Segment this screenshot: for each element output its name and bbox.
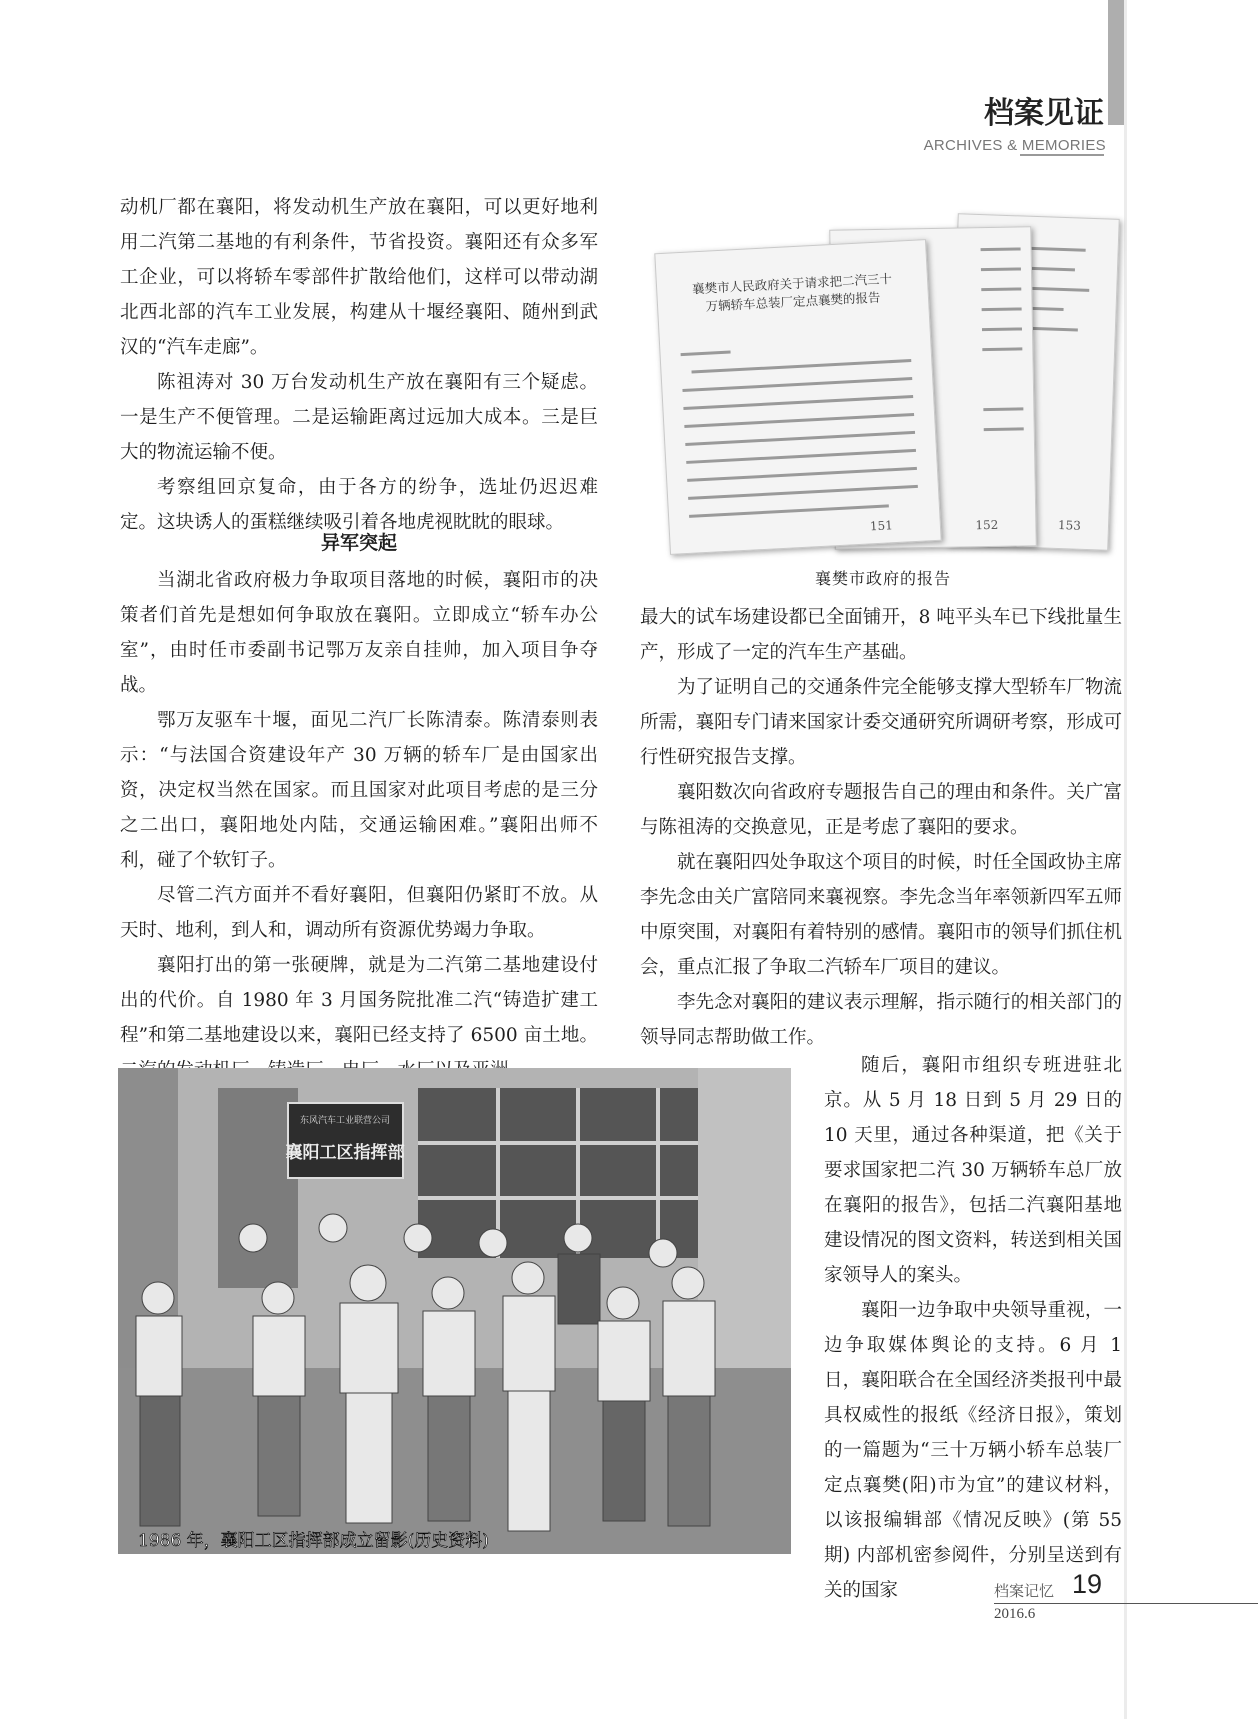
paragraph: 动机厂都在襄阳，将发动机生产放在襄阳，可以更好地利用二汽第二基地的有利条件，节省投资。襄阳还有众多军工企业，可以将轿车零部件扩散给他们，这样可以带动湖北西北部的汽车工业发展，构建从十堰经襄阳、随州到武汉的“汽车走廊”。 <box>120 197 598 358</box>
document-title: 襄樊市人民政府关于请求把二汽三十万辆轿车总装厂定点襄樊的报告 <box>691 270 893 314</box>
footer-date: 2016.6 <box>994 1606 1036 1622</box>
footer-rule <box>994 1603 1258 1604</box>
paragraph: 李先念对襄阳的建议表示理解，指示随行的相关部门的领导同志帮助做工作。 <box>640 992 1122 1048</box>
photo-caption: 1986 年，襄阳工区指挥部成立留影(历史资料) <box>138 1531 489 1551</box>
report-document-figure <box>662 216 1114 554</box>
paragraph: 尽管二汽方面并不看好襄阳，但襄阳仍紧盯不放。从天时、地利，到人和，调动所有资源优势竭力争取。 <box>120 885 598 941</box>
paragraph: 最大的试车场建设都已全面铺开，8 吨平头车已下线批量生产，形成了一定的汽车生产基础。 <box>640 607 1122 663</box>
group-photo <box>118 1068 791 1554</box>
section-rule <box>1020 154 1104 156</box>
section-subtitle: ARCHIVES & MEMORIES <box>923 137 1106 154</box>
paragraph: 就在襄阳四处争取这个项目的时候，时任全国政协主席李先念由关广富陪同来襄视察。李先念当年率领新四军五师中原突围，对襄阳有着特别的感情。襄阳市的领导们抓住机会，重点汇报了争取二汽轿车厂项目的建议。 <box>640 852 1122 978</box>
page-number: 19 <box>1072 1569 1103 1599</box>
footer-magazine-name: 档案记忆 <box>994 1582 1055 1600</box>
paragraph: 襄阳数次向省政府专题报告自己的理由和条件。关广富与陈祖涛的交换意见，正是考虑了襄阳的要求。 <box>640 782 1122 838</box>
sign-top-text: 东风汽车工业联营公司 <box>299 1116 391 1126</box>
column-right-top <box>640 600 1122 1055</box>
header-side-bar <box>1108 0 1124 125</box>
page-number: 153 <box>1057 517 1082 533</box>
figure-caption: 襄樊市政府的报告 <box>814 569 951 588</box>
page-edge-line <box>1124 0 1127 1719</box>
paragraph: 考察组回京复命，由于各方的纷争，选址仍迟迟难定。这块诱人的蛋糕继续吸引着各地虎视眈眈的眼球。 <box>120 477 598 533</box>
sign-main-text: 襄阳工区指挥部 <box>285 1143 405 1163</box>
paragraph: 为了证明自己的交通条件完全能够支撑大型轿车厂物流所需，襄阳专门请来国家计委交通研究所调研考察，形成可行性研究报告支撑。 <box>640 677 1122 768</box>
column-left-top <box>120 190 598 540</box>
paragraph: 鄂万友驱车十堰，面见二汽厂长陈清泰。陈清泰则表示：“与法国合资建设年产 30 万辆的轿车厂是由国家出资，决定权当然在国家。而且国家对此项目考虑的是三分之二出口，襄阳地处内陆，交通运输困难。”襄阳出师不利，碰了个软钉子。 <box>120 710 598 871</box>
paragraph: 陈祖涛对 30 万台发动机生产放在襄阳有三个疑虑。一是生产不便管理。二是运输距离过远加大成本。三是巨大的物流运输不便。 <box>120 372 598 463</box>
page-number: 152 <box>975 517 999 533</box>
document-page-1 <box>654 239 941 555</box>
paragraph: 襄阳打出的第一张硬牌，就是为二汽第二基地建设付出的代价。自 1980 年 3 月国务院批准二汽“铸造扩建工程”和第二基地建设以来，襄阳已经支持了 6500 亩土地。 <box>120 955 598 1046</box>
column-left-bottom <box>120 563 598 1088</box>
paragraph: 当湖北省政府极力争取项目落地的时候，襄阳市的决策者们首先是想如何争取放在襄阳。立即成立“轿车办公室”，由时任市委副书记鄂万友亲自挂帅，加入项目争夺战。 <box>120 570 598 696</box>
section-heading: 异军突起 <box>320 532 397 554</box>
paragraph: 随后，襄阳市组织专班进驻北京。从 5 月 18 日到 5 月 29 日的 10 天里，通过各种渠道，把《关于要求国家把二汽 30 万辆轿车总厂放在襄阳的报告》，包括二汽襄阳基地建设情况的图文资料，转送到相关国家领导人的案头。 <box>824 1055 1122 1286</box>
section-title: 档案见证 <box>984 96 1104 131</box>
group-photo-illustration <box>118 1068 791 1554</box>
column-right-bottom <box>824 1048 1122 1608</box>
paragraph: 襄阳一边争取中央领导重视，一边争取媒体舆论的支持。6 月 1 日，襄阳联合在全国经济类报刊中最具权威性的报纸《经济日报》，策划的一篇题为“三十万辆小轿车总装厂定点襄樊(阳)市为宜”的建议材料，以该报编辑部《情况反映》(第 55 期) 内部机密参阅件，分别呈送到有关的国家 <box>824 1300 1122 1601</box>
page-number: 151 <box>869 518 894 534</box>
